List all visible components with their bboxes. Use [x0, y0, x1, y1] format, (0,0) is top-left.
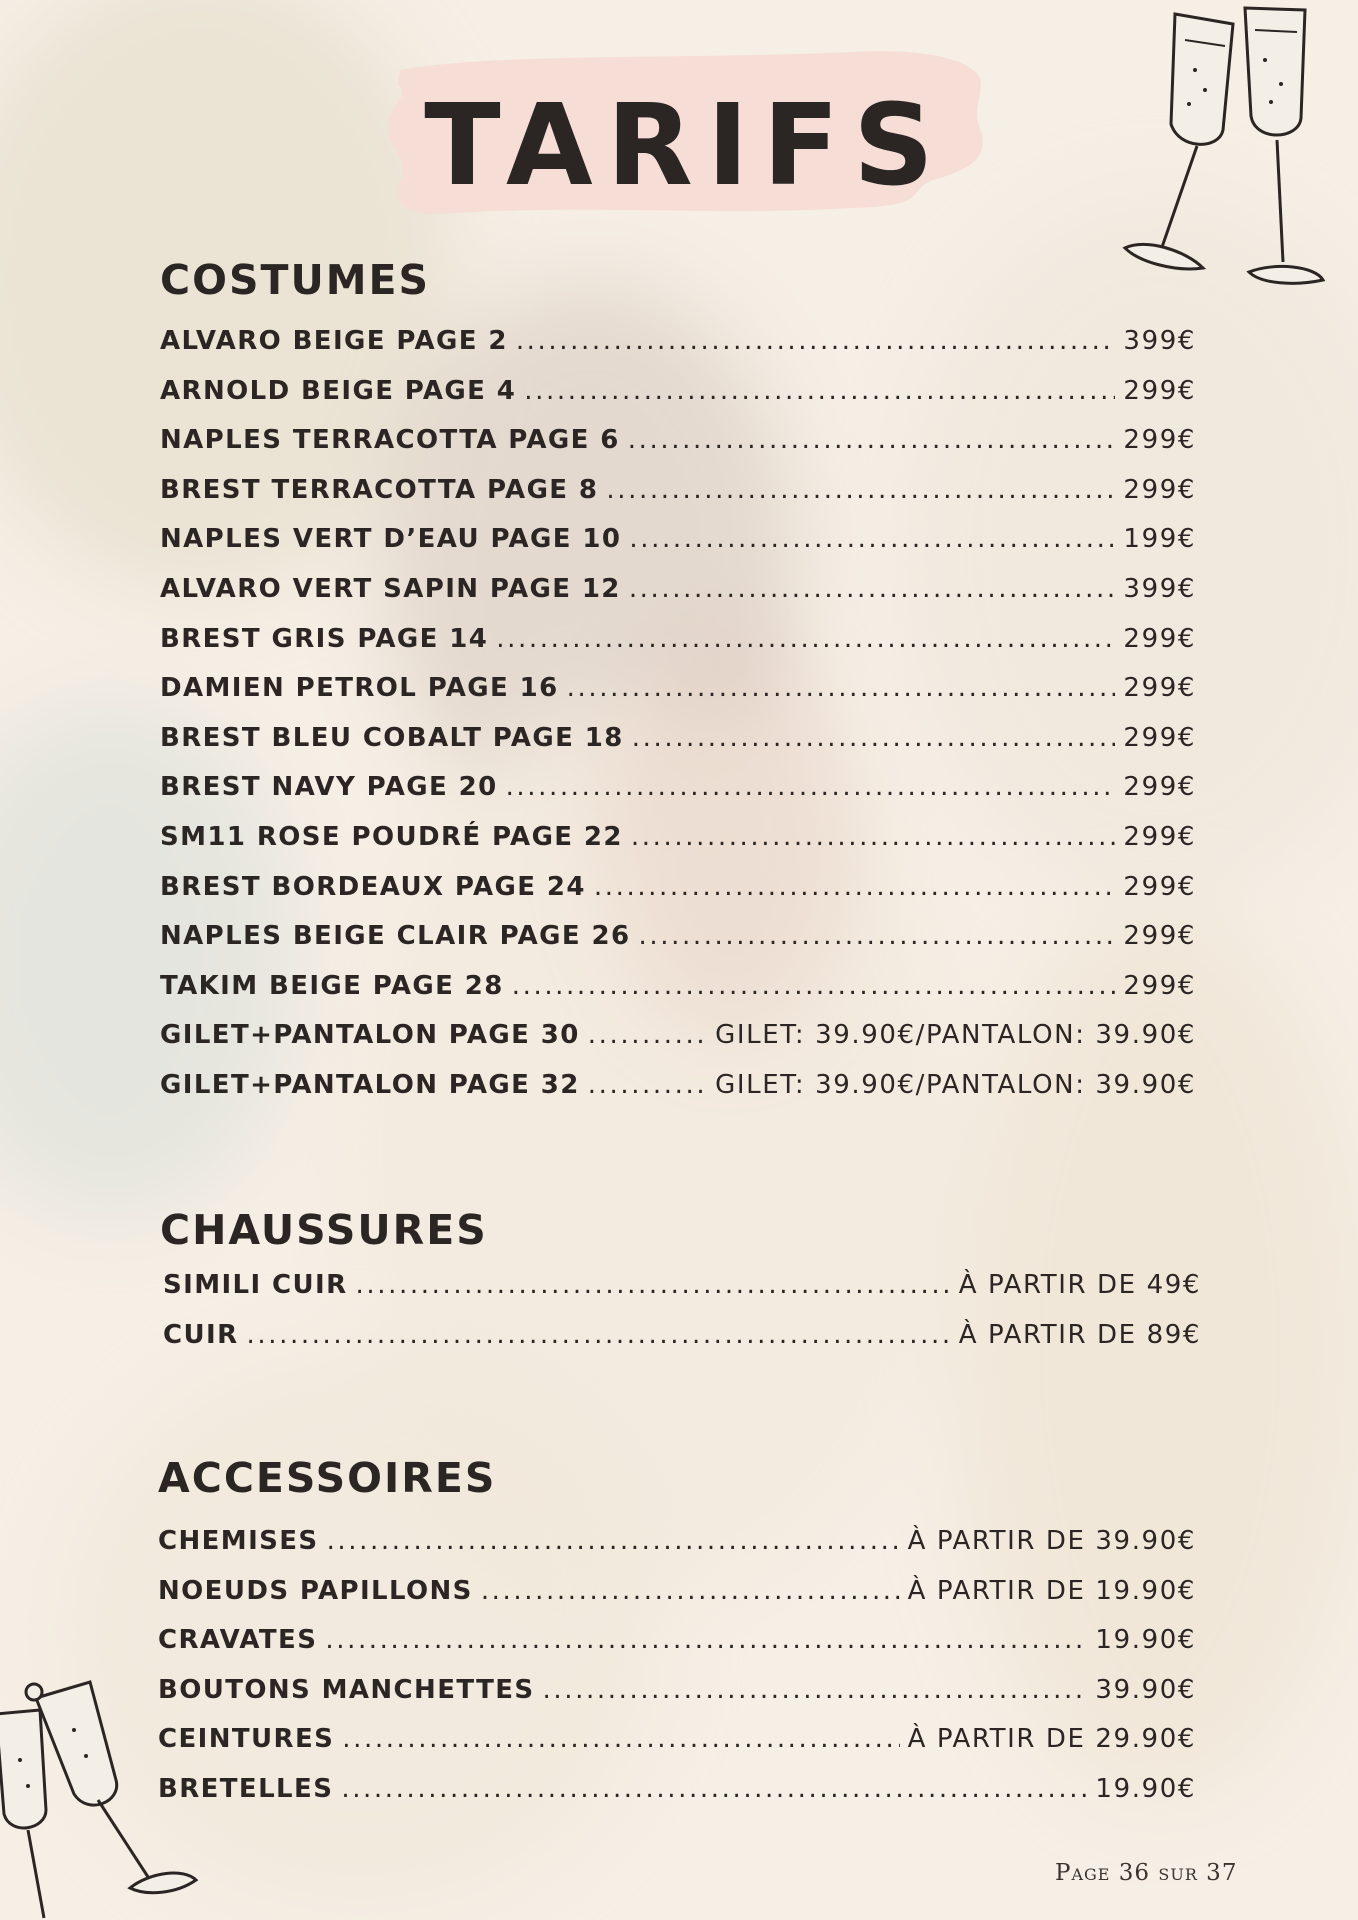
item-name: NAPLES BEIGE CLAIR PAGE 26 [160, 921, 631, 952]
dot-leader [631, 822, 1116, 852]
dot-leader [512, 971, 1116, 1001]
item-price: 399€ [1123, 574, 1196, 604]
item-price: À PARTIR DE 49€ [958, 1270, 1201, 1300]
item-name: NAPLES TERRACOTTA PAGE 6 [160, 425, 620, 456]
item-name: BOUTONS MANCHETTES [158, 1674, 535, 1705]
page-title: TARIFS [424, 81, 948, 211]
dot-leader [594, 872, 1116, 902]
item-name: TAKIM BEIGE PAGE 28 [160, 970, 504, 1001]
price-row [160, 524, 1196, 554]
dot-leader [543, 1675, 1088, 1705]
price-row [160, 1070, 1196, 1100]
price-row [163, 1270, 1201, 1300]
title-banner [380, 38, 992, 230]
dot-leader [496, 624, 1115, 654]
item-price: 299€ [1123, 772, 1196, 803]
item-price: GILET: 39.90€/PANTALON: 39.90€ [715, 1070, 1196, 1100]
item-name: CEINTURES [158, 1724, 335, 1755]
dot-leader [632, 723, 1116, 753]
item-name: ALVARO VERT SAPIN PAGE 12 [160, 574, 621, 604]
price-row [160, 822, 1196, 852]
item-price: 19.90€ [1095, 1774, 1196, 1804]
item-price: 299€ [1123, 623, 1196, 654]
price-row [160, 673, 1196, 703]
item-name: BREST TERRACOTTA PAGE 8 [160, 474, 599, 505]
section-title-chaussures: CHAUSSURES [160, 1206, 488, 1254]
item-price: 299€ [1123, 375, 1196, 406]
price-row [160, 971, 1196, 1001]
dot-leader [567, 673, 1116, 703]
price-row [160, 624, 1196, 654]
dot-leader [356, 1270, 951, 1300]
dot-leader [516, 326, 1116, 356]
champagne-glasses-icon [1105, 0, 1345, 290]
dot-leader [341, 1774, 1087, 1804]
price-row [160, 1020, 1196, 1050]
item-name: BREST BLEU COBALT PAGE 18 [160, 722, 624, 753]
item-price: À PARTIR DE 89€ [958, 1320, 1201, 1350]
item-name: CUIR [163, 1320, 239, 1350]
item-name: SM11 ROSE POUDRÉ PAGE 22 [160, 822, 623, 852]
item-price: 199€ [1123, 524, 1196, 555]
item-name: BREST BORDEAUX PAGE 24 [160, 871, 586, 902]
dot-leader [325, 1625, 1087, 1655]
price-row [160, 772, 1196, 802]
dot-leader [606, 475, 1115, 505]
item-name: CRAVATES [158, 1625, 318, 1656]
item-name: CHEMISES [158, 1526, 319, 1556]
dot-leader [588, 1070, 707, 1100]
price-row [160, 872, 1196, 902]
price-row [158, 1576, 1196, 1606]
section-title-costumes: COSTUMES [160, 256, 431, 304]
dot-leader [247, 1320, 951, 1350]
item-name: BREST NAVY PAGE 20 [160, 772, 498, 803]
dot-leader [342, 1724, 899, 1754]
item-price: 299€ [1123, 474, 1196, 505]
item-name: NAPLES VERT D’EAU PAGE 10 [160, 524, 622, 555]
item-price: À PARTIR DE 19.90€ [907, 1575, 1196, 1606]
item-name: DAMIEN PETROL PAGE 16 [160, 673, 559, 704]
item-price: 299€ [1123, 673, 1196, 704]
price-row [160, 425, 1196, 455]
item-name: GILET+PANTALON PAGE 32 [160, 1070, 580, 1100]
dot-leader [629, 524, 1115, 554]
item-name: BRETELLES [158, 1774, 334, 1804]
price-row [160, 475, 1196, 505]
dot-leader [506, 772, 1116, 802]
dot-leader [327, 1526, 900, 1556]
price-row [158, 1675, 1196, 1705]
price-row [158, 1625, 1196, 1655]
item-price: 299€ [1123, 822, 1196, 852]
item-name: BREST GRIS PAGE 14 [160, 623, 489, 654]
price-row [160, 723, 1196, 753]
item-price: 299€ [1123, 970, 1196, 1001]
price-row [160, 326, 1196, 356]
page-number: Page 36 sur 37 [1055, 1860, 1238, 1886]
item-name: ARNOLD BEIGE PAGE 4 [160, 375, 517, 406]
price-row [158, 1724, 1196, 1754]
item-price: À PARTIR DE 39.90€ [907, 1526, 1196, 1556]
item-name: GILET+PANTALON PAGE 30 [160, 1020, 580, 1051]
dot-leader [629, 574, 1116, 604]
dot-leader [628, 425, 1116, 455]
item-name: NOEUDS PAPILLONS [158, 1575, 473, 1606]
item-price: GILET: 39.90€/PANTALON: 39.90€ [715, 1020, 1196, 1051]
price-row [160, 921, 1196, 951]
item-price: 39.90€ [1095, 1674, 1196, 1705]
dot-leader [588, 1020, 707, 1050]
item-price: À PARTIR DE 29.90€ [907, 1724, 1196, 1755]
item-price: 399€ [1123, 326, 1196, 356]
price-row [163, 1320, 1201, 1350]
price-row [160, 574, 1196, 604]
item-name: ALVARO BEIGE PAGE 2 [160, 326, 508, 356]
dot-leader [481, 1576, 900, 1606]
item-price: 299€ [1123, 871, 1196, 902]
section-title-accessoires: ACCESSOIRES [158, 1454, 497, 1502]
item-price: 299€ [1123, 425, 1196, 456]
item-price: 299€ [1123, 722, 1196, 753]
item-price: 299€ [1123, 921, 1196, 952]
item-price: 19.90€ [1095, 1625, 1196, 1656]
price-row [158, 1526, 1196, 1556]
dot-leader [639, 921, 1116, 951]
price-row [160, 376, 1196, 406]
dot-leader [524, 376, 1115, 406]
price-row [158, 1774, 1196, 1804]
item-name: SIMILI CUIR [163, 1270, 348, 1300]
